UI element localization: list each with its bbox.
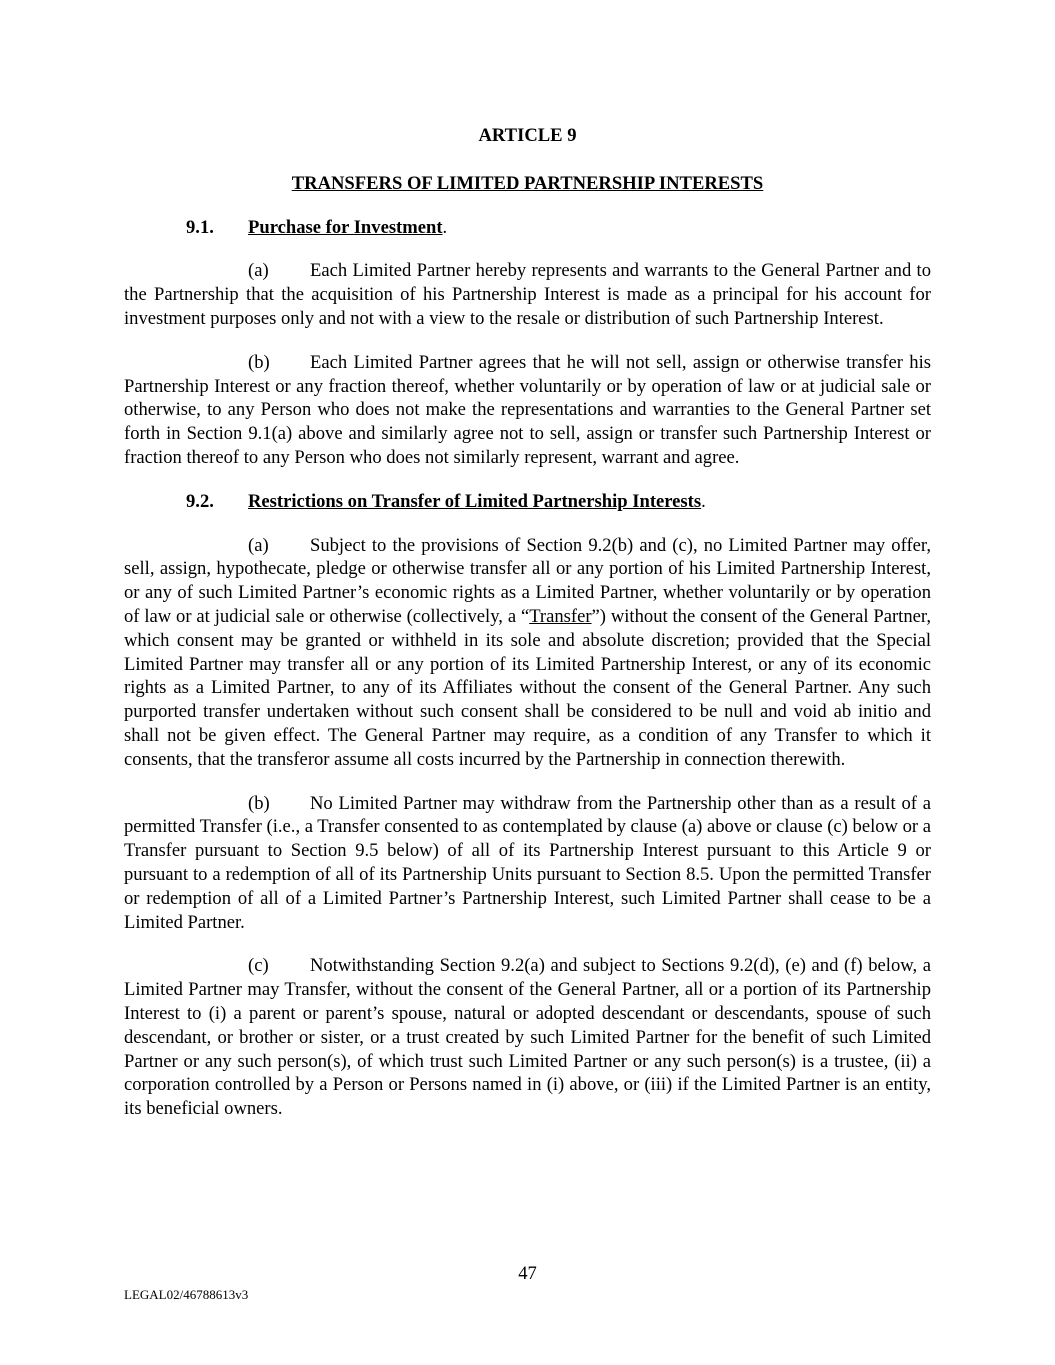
paragraph-text-before: Subject to the provisions of Section 9.2(b) and (c), no Limited Partner may offer, sell, assign, hypothecate, pledge or otherwise transfer all or any portion of his Limited Partnership Interest, or any of such Limited Partner’s economic rights as a Limited Partner, whether voluntarily or by operation of law or at judicial sale or otherwise (collectively, a “ — [124, 534, 931, 627]
paragraph-text: No Limited Partner may withdraw from the Partnership other than as a result of a permitted Transfer (i.e., a Transfer consented to as contemplated by clause (a) above or clause (c) below or a Transfer pursuant to Section 9.5 below) of all of its Partnership Interest pursuant to this Article 9 or pursuant to a redemption of all of its Partnership Units pursuant to Section 8.5. Upon the permitted Transfer or redemption of all of a Limited Partner’s Partnership Interest, such Limited Partner shall cease to be a Limited Partner. — [124, 792, 932, 933]
paragraph-text: Each Limited Partner agrees that he will not sell, assign or otherwise transfer his Partnership Interest or any fraction thereof, whether voluntarily or by operation of law or at judicial sale or otherwise, to any Person who does not make the representations and warranties to the General Partner set forth in Section 9.1(a) above and similarly agree not to sell, assign or transfer such Partnership Interest or fraction thereof to any Person who does not similarly represent, warrant and agree. — [124, 351, 931, 468]
section-number: 9.2. — [186, 490, 214, 512]
paragraph-9-1-a — [124, 259, 931, 330]
section-heading-9-1: 9.1. Purchase for Investment. — [186, 216, 448, 238]
article-title — [124, 172, 931, 196]
section-title: Purchase for Investment — [248, 216, 443, 238]
page-number: 47 — [518, 1263, 537, 1284]
paragraph-9-2-a — [124, 534, 931, 772]
paragraph-9-1-b — [124, 351, 931, 470]
paragraph-text-after: ”) without the consent of the General Partner, which consent may be granted or withheld in its sole and absolute discretion; provided that the Special Limited Partner may transfer all or any portion of its Limited Partnership Interest, or any of its economic rights as a Limited Partner, to any of its Affiliates without the consent of the General Partner. Any such purported transfer undertaken without such consent shall be considered to be null and void ab initio and shall not be given effect. The General Partner may require, as a condition of any Transfer to which it consents, that the transferor assume all costs incurred by the Partnership in connection therewith. — [124, 605, 931, 770]
paragraph-label: (b) — [248, 351, 270, 373]
article-title-text: TRANSFERS OF LIMITED PARTNERSHIP INTERESTS — [291, 172, 764, 194]
paragraph-text: Each Limited Partner hereby represents and warrants to the General Partner and to the Partnership that the acquisition of his Partnership Interest is made as a principal for his account for investment purposes only and not with a view to the resale or distribution of such Partnership Interest. — [124, 260, 931, 329]
paragraph-label: (a) — [248, 260, 269, 282]
paragraph-9-2-c — [124, 954, 931, 1121]
paragraph-label: (c) — [248, 955, 269, 977]
paragraph-9-2-b — [124, 792, 931, 935]
section-title: Restrictions on Transfer of Limited Partnership Interests — [248, 490, 702, 512]
paragraph-label: (b) — [248, 792, 270, 814]
page-content — [124, 124, 931, 1141]
defined-term-transfer: Transfer — [529, 605, 592, 627]
paragraph-label: (a) — [248, 534, 269, 556]
document-id: LEGAL02/46788613v3 — [124, 1287, 249, 1302]
paragraph-text: Notwithstanding Section 9.2(a) and subject to Sections 9.2(d), (e) and (f) below, a Limited Partner may Transfer, without the consent of the General Partner, all or a portion of its Partnership Interest to (i) a parent or parent’s spouse, natural or adopted descendant or descendants, spouse of such descendant, or brother or sister, or a trust created by such Limited Partner for the benefit of such Limited Partner or any such person(s), of which trust such Limited Partner or any such person(s) is a trustee, (ii) a corporation controlled by a Person or Persons named in (i) above, or (iii) if the Limited Partner is an entity, its beneficial owners. — [124, 955, 931, 1120]
section-heading-9-2: 9.2. Restrictions on Transfer of Limited Partnership Interests. — [186, 490, 706, 512]
section-number: 9.1. — [186, 216, 214, 238]
article-number: ARTICLE 9 — [478, 125, 577, 146]
